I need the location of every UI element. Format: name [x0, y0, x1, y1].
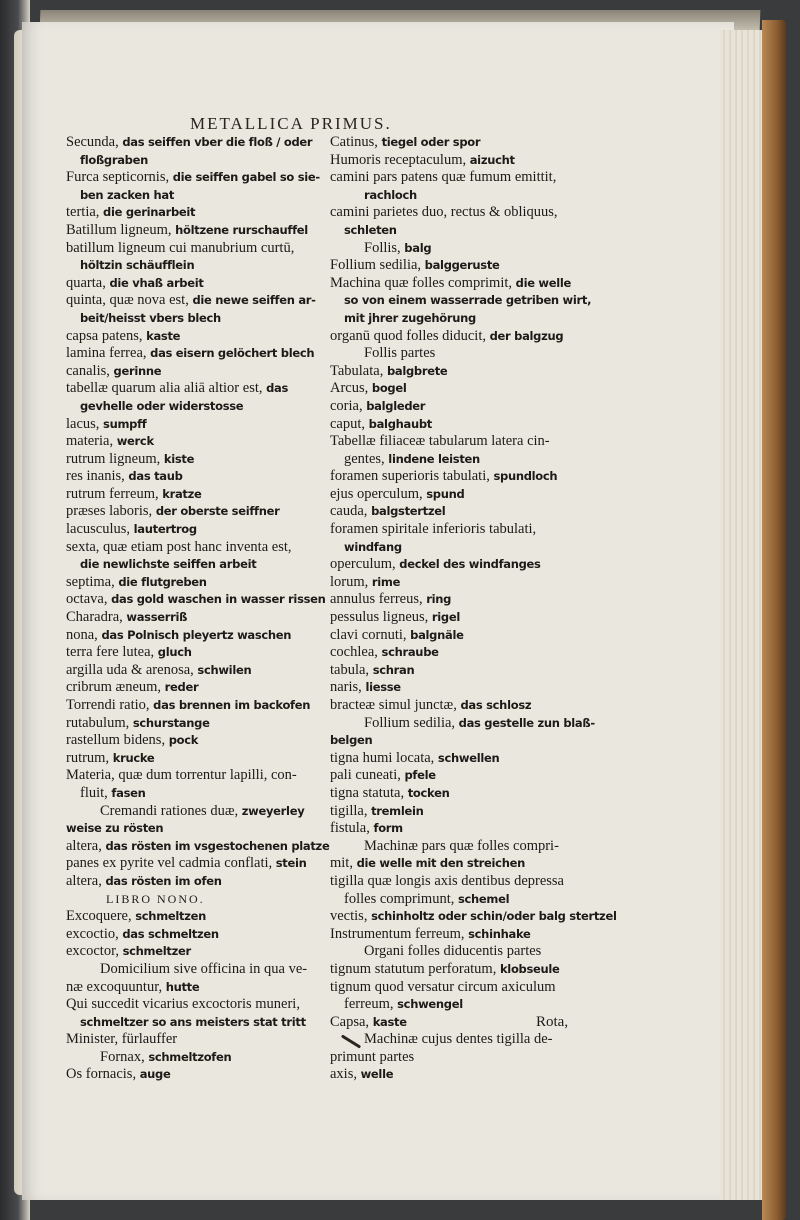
latin-term: Follis partes — [364, 345, 436, 362]
latin-term: Furca septicornis, — [66, 169, 173, 186]
german-term: das eisern gelöchert blech — [150, 346, 315, 361]
german-term: die newlichste seiffen arbeit — [80, 557, 257, 572]
german-term: werck — [116, 434, 154, 449]
entry-line — [66, 873, 336, 891]
entry-line — [330, 398, 592, 416]
entry-line — [66, 609, 336, 627]
entry-line — [66, 891, 336, 909]
entry-line — [66, 169, 336, 187]
german-term: kratze — [162, 486, 202, 501]
entry-line — [330, 486, 592, 504]
german-term: das schmeltzen — [122, 926, 219, 941]
latin-term: quarta, — [66, 274, 110, 291]
entry-line — [330, 855, 592, 873]
entry-line — [66, 152, 336, 170]
entry-line — [330, 1066, 592, 1084]
german-term: stein — [275, 856, 307, 871]
entry-line — [330, 609, 592, 627]
german-term: mit jhrer zugehörung — [344, 310, 476, 325]
latin-term: tigilla quæ longis axis dentibus depressa — [330, 872, 564, 889]
latin-term: Follium sedilia, — [364, 714, 459, 731]
entry-line — [66, 961, 336, 979]
latin-term: Organi folles diducentis partes — [364, 943, 542, 960]
german-term: die seiffen gabel so sie- — [172, 170, 320, 185]
german-term: liesse — [365, 680, 401, 695]
latin-term: Qui succedit vicarius excoctoris muneri, — [66, 996, 300, 1013]
german-term: balggeruste — [424, 258, 500, 273]
latin-term: fluit, — [80, 784, 112, 801]
running-header-text: METALLICA PRIMUS. — [190, 114, 392, 133]
entry-line — [66, 855, 336, 873]
latin-term: Follium sedilia, — [330, 257, 425, 274]
german-term: schwengel — [397, 997, 463, 1012]
german-term: die welle mit den streichen — [356, 856, 525, 871]
german-term: kaste — [372, 1014, 407, 1029]
right-column — [330, 134, 617, 1084]
entry-line — [330, 416, 592, 434]
german-term: auge — [139, 1067, 171, 1082]
latin-term: Cremandi rationes duæ, — [100, 802, 242, 819]
german-term: schinholtz oder schin/oder balg stertzel — [371, 909, 617, 924]
entry-line — [66, 204, 336, 222]
entry-line — [66, 803, 336, 821]
entry-line — [66, 433, 336, 451]
latin-term: rutrum, — [66, 749, 113, 766]
german-term: deckel des windfanges — [399, 557, 541, 572]
entry-line — [66, 785, 336, 803]
latin-term: mit, — [330, 855, 357, 872]
entry-line — [66, 908, 336, 926]
latin-term: clavi cornuti, — [330, 626, 411, 643]
entry-line — [330, 345, 592, 363]
latin-term: organū quod folles diducit, — [330, 327, 490, 344]
latin-term: ejus operculum, — [330, 485, 427, 502]
entry-line — [66, 468, 336, 486]
latin-term: Follis, — [364, 239, 405, 256]
german-term: der oberste seiffner — [155, 504, 280, 519]
entry-line — [330, 134, 592, 152]
latin-term: foramen spiritale inferioris tabulati, — [330, 521, 537, 538]
latin-term: axis, — [330, 1066, 361, 1083]
entry-line — [66, 767, 336, 785]
german-term: das schlosz — [460, 698, 532, 712]
latin-term: rutabulum, — [66, 714, 133, 731]
german-term: form — [373, 821, 403, 836]
entry-line — [330, 873, 592, 891]
entry-line — [330, 803, 592, 821]
entry-line — [66, 943, 336, 961]
latin-term: fistula, — [330, 820, 374, 837]
entry-line — [330, 152, 592, 170]
latin-term: Excoquere, — [66, 908, 136, 925]
latin-term: septima, — [66, 573, 119, 590]
latin-term: lamina ferrea, — [66, 345, 151, 362]
german-term: beit/heisst vbers blech — [80, 310, 221, 325]
entry-line — [330, 521, 592, 539]
latin-term: Instrumentum ferreum, — [330, 925, 469, 942]
latin-term: LIBRO NONO. — [106, 891, 205, 906]
german-term: wasserriß — [126, 610, 188, 625]
german-term: welle — [360, 1067, 394, 1082]
entry-line — [330, 187, 592, 205]
german-term: die newe seiffen ar- — [192, 293, 316, 308]
german-term: schmeltzen — [135, 909, 207, 924]
german-term: das rösten im ofen — [105, 873, 222, 888]
german-term: lautertrog — [133, 522, 197, 537]
german-term: gerinne — [113, 363, 162, 378]
latin-term: excoctio, — [66, 925, 123, 942]
german-term: schemel — [457, 891, 510, 906]
right-cover — [762, 20, 786, 1220]
latin-term: camini pars patens quæ fumum emittit, — [330, 169, 557, 186]
latin-term: terra fere lutea, — [66, 644, 158, 661]
latin-term: tertia, — [66, 204, 104, 221]
latin-term: Torrendi ratio, — [66, 697, 154, 713]
latin-term: Capsa, — [330, 1013, 373, 1030]
latin-term: operculum, — [330, 556, 400, 573]
latin-term: Arcus, — [330, 380, 372, 397]
entry-line — [330, 240, 592, 258]
latin-term: Machinæ cujus dentes tigilla de- — [364, 1031, 553, 1048]
german-term: rachloch — [364, 187, 417, 202]
latin-term: tigilla, — [330, 802, 372, 819]
german-term: balgleder — [366, 398, 426, 413]
entry-line — [330, 591, 592, 609]
entry-line — [330, 222, 592, 240]
entry-line — [66, 486, 336, 504]
german-term: rigel — [431, 610, 460, 625]
latin-term: sexta, quæ etiam post hanc inventa est, — [66, 538, 292, 555]
latin-term: rutrum ligneum, — [66, 450, 164, 467]
latin-term: cribrum æneum, — [66, 679, 165, 696]
entry-line — [66, 732, 336, 750]
catchword: Rota, — [536, 1014, 569, 1030]
entry-line — [66, 1031, 336, 1049]
latin-term: Domicilium sive officina in qua ve- — [100, 960, 308, 977]
entry-line — [330, 908, 617, 926]
entry-line — [66, 134, 336, 152]
latin-term: naris, — [330, 679, 366, 696]
entry-line — [330, 503, 592, 521]
latin-term: tabellæ quarum alia aliā altior est, — [66, 380, 267, 397]
left-column — [66, 134, 336, 1084]
entry-line — [330, 644, 592, 662]
entry-line — [330, 627, 592, 645]
latin-term: cauda, — [330, 503, 372, 520]
entry-line — [66, 662, 336, 680]
german-term: die welle — [515, 275, 572, 290]
german-term: schurstange — [132, 715, 210, 730]
german-term: aizucht — [469, 152, 515, 167]
german-term: schran — [372, 662, 415, 677]
entry-line — [66, 750, 336, 768]
latin-term: primunt partes — [330, 1048, 415, 1065]
german-term: spundloch — [493, 469, 558, 484]
latin-term: lorum, — [330, 573, 372, 590]
german-term: klobseule — [499, 961, 560, 976]
german-term: schwilen — [197, 662, 252, 677]
german-term: floßgraben — [80, 152, 148, 167]
entry-line — [330, 328, 592, 346]
latin-term: folles comprimunt, — [344, 890, 458, 907]
german-term: balgstertzel — [371, 504, 446, 519]
entry-line — [66, 926, 336, 944]
german-term: schraube — [381, 645, 439, 660]
entry-line — [66, 539, 336, 557]
latin-term: quinta, quæ nova est, — [66, 292, 193, 309]
german-term: sumpff — [103, 416, 147, 431]
german-term: höltzene rurschauffel — [175, 222, 308, 237]
german-term: schleten — [344, 222, 397, 237]
entry-line — [330, 926, 592, 944]
latin-term: Os fornacis, — [66, 1066, 140, 1083]
latin-term: Secunda, — [66, 134, 123, 150]
entry-line — [330, 961, 592, 979]
german-term: das brennen im backofen — [153, 698, 311, 712]
entry-line — [330, 363, 592, 381]
entry-line — [330, 468, 592, 486]
latin-term: præses laboris, — [66, 503, 156, 520]
german-term: schmeltzer — [122, 944, 191, 959]
german-term: schwellen — [437, 750, 500, 765]
latin-term: Batillum ligneum, — [66, 221, 176, 238]
entry-line — [330, 556, 592, 574]
latin-term: cochlea, — [330, 644, 382, 661]
german-term: das taub — [128, 469, 183, 484]
german-term: höltzin schäufflein — [80, 258, 195, 273]
german-term: ring — [426, 592, 452, 607]
german-term: die gerinarbeit — [103, 205, 196, 220]
entry-line — [330, 820, 592, 838]
entry-line — [66, 451, 336, 469]
german-term: balgbrete — [386, 363, 448, 378]
entry-line — [66, 292, 336, 310]
entry-line — [66, 275, 336, 293]
latin-term: Fornax, — [100, 1048, 149, 1065]
entry-line — [330, 204, 592, 222]
latin-term: Machina quæ folles comprimit, — [330, 274, 516, 291]
german-term: pfele — [404, 768, 436, 783]
german-term: so von einem wasserrade getriben wirt, — [344, 293, 592, 308]
latin-term: argilla uda & arenosa, — [66, 661, 198, 678]
entry-line — [66, 416, 336, 434]
latin-term: canalis, — [66, 362, 114, 379]
latin-term: rastellum bidens, — [66, 732, 169, 749]
german-term: spund — [426, 486, 465, 501]
entry-line — [330, 574, 592, 592]
latin-term: pali cuneati, — [330, 767, 405, 784]
german-term: das gold waschen in wasser rissen — [111, 592, 326, 607]
latin-term: caput, — [330, 415, 369, 432]
entry-line — [66, 521, 336, 539]
entry-line — [330, 292, 592, 310]
german-term: windfang — [344, 539, 402, 554]
german-term: der balgzug — [489, 328, 564, 343]
entry-line — [66, 1049, 336, 1067]
entry-line — [66, 310, 336, 328]
entry-line — [66, 838, 336, 856]
entry-line — [330, 539, 592, 557]
entry-line — [66, 503, 336, 521]
entry-line — [66, 398, 336, 416]
latin-term: Materia, quæ dum torrentur lapilli, con- — [66, 767, 297, 784]
latin-term: foramen superioris tabulati, — [330, 468, 494, 485]
german-term: krucke — [112, 750, 155, 765]
entry-line — [330, 732, 592, 750]
latin-term: octava, — [66, 591, 112, 608]
german-term: schmeltzer so ans meisters stat tritt — [80, 1014, 306, 1029]
entry-line — [330, 433, 592, 451]
entry-line — [330, 785, 592, 803]
entry-line — [330, 714, 595, 733]
german-term: rime — [371, 574, 401, 589]
entry-line — [330, 943, 592, 961]
german-term: reder — [164, 680, 199, 695]
entry-line — [66, 715, 336, 733]
entry-line — [330, 996, 592, 1014]
german-term: gluch — [157, 645, 192, 660]
entry-line — [330, 169, 592, 187]
entry-line — [330, 310, 592, 328]
german-term: balg — [404, 240, 432, 255]
latin-term: materia, — [66, 433, 117, 450]
latin-term: tigna humi locata, — [330, 749, 438, 766]
german-term: tremlein — [371, 803, 424, 818]
entry-line — [66, 1014, 336, 1032]
german-term: weise zu rösten — [66, 821, 164, 836]
entry-line — [66, 187, 336, 205]
entry-line — [330, 891, 592, 909]
entry-line — [330, 838, 592, 856]
latin-term: lacusculus, — [66, 521, 134, 538]
german-term: balgnäle — [410, 627, 464, 642]
latin-term: tignum quod versatur circum axiculum — [330, 978, 556, 995]
latin-term: altera, — [66, 837, 106, 854]
german-term: schmeltzofen — [148, 1049, 232, 1064]
german-term: bogel — [371, 381, 407, 396]
german-term: kaste — [146, 328, 181, 343]
latin-term: excoctor, — [66, 943, 123, 960]
german-term: das — [266, 381, 289, 396]
entry-line — [330, 767, 592, 785]
latin-term: Tabulata, — [330, 362, 387, 379]
latin-term: lacus, — [66, 415, 104, 432]
german-term: kiste — [163, 451, 195, 466]
latin-term: vectis, — [330, 908, 372, 925]
german-term: fasen — [111, 785, 146, 800]
german-term: die flutgreben — [118, 574, 207, 589]
german-term: gevhelle oder widerstosse — [80, 398, 244, 413]
latin-term: res inanis, — [66, 468, 129, 485]
latin-term: coria, — [330, 397, 367, 414]
entry-line — [66, 996, 336, 1014]
latin-term: næ excoquuntur, — [66, 978, 166, 995]
latin-term: Charadra, — [66, 609, 127, 626]
latin-term: Humoris receptaculum, — [330, 151, 470, 168]
german-term: belgen — [330, 733, 373, 748]
german-term: tocken — [407, 785, 450, 800]
german-term: zweyerley — [241, 803, 305, 818]
entry-line — [330, 750, 592, 768]
latin-term: batillum ligneum cui manubrium curtū, — [66, 239, 295, 256]
entry-line — [66, 556, 336, 574]
german-term: das Polnisch pleyertz waschen — [101, 627, 292, 642]
german-term: schinhake — [468, 926, 531, 941]
entry-line — [66, 222, 336, 240]
entry-line — [66, 240, 336, 258]
entry-line — [330, 1049, 592, 1067]
entry-line — [66, 1066, 336, 1084]
entry-line — [330, 275, 592, 293]
latin-term: Catinus, — [330, 134, 382, 150]
entry-line — [330, 380, 592, 398]
entry-line — [66, 257, 336, 275]
entry-line — [330, 1031, 592, 1049]
german-term: tiegel oder spor — [381, 135, 481, 149]
latin-term: tignum statutum perforatum, — [330, 960, 500, 977]
entry-line — [66, 979, 336, 997]
entry-line — [66, 328, 336, 346]
latin-term: rutrum ferreum, — [66, 485, 163, 502]
latin-term: tabula, — [330, 661, 373, 678]
entry-line — [330, 979, 592, 997]
entry-line — [330, 662, 592, 680]
latin-term: panes ex pyrite vel cadmia conflati, — [66, 855, 276, 872]
entry-line — [330, 257, 592, 275]
latin-term: capsa patens, — [66, 327, 147, 344]
running-header — [190, 114, 510, 134]
german-term: das gestelle zun blaß- — [458, 715, 595, 730]
entry-line — [66, 380, 336, 398]
entry-line — [66, 574, 336, 592]
german-term: lindene leisten — [388, 451, 480, 466]
entry-line — [66, 679, 336, 697]
latin-term: camini parietes duo, rectus & obliquus, — [330, 204, 558, 221]
latin-term: Minister, fürlauffer — [66, 1031, 178, 1048]
latin-term: annulus ferreus, — [330, 591, 427, 608]
german-term: die vhaß arbeit — [109, 275, 204, 290]
latin-term: ferreum, — [344, 996, 398, 1013]
entry-line — [66, 591, 336, 609]
entry-line — [66, 363, 336, 381]
entry-line — [330, 451, 592, 469]
german-term: pock — [168, 733, 199, 748]
entry-line — [66, 697, 336, 715]
latin-term: bracteæ simul junctæ, — [330, 697, 461, 713]
entry-line — [66, 644, 336, 662]
latin-term: pessulus ligneus, — [330, 609, 432, 626]
german-term: ben zacken hat — [80, 187, 175, 202]
latin-term: altera, — [66, 872, 106, 889]
german-term: das seiffen vber die floß / oder — [122, 135, 313, 149]
latin-term: nona, — [66, 626, 102, 643]
latin-term: Tabellæ filiaceæ tabularum latera cin- — [330, 433, 550, 450]
german-term: das rösten im vsgestochenen platze — [105, 838, 330, 853]
latin-term: gentes, — [344, 450, 389, 467]
entry-line — [330, 697, 592, 715]
entry-line — [66, 627, 336, 645]
german-term: balghaubt — [368, 416, 432, 431]
german-term: hutte — [165, 979, 200, 994]
entry-line — [330, 679, 592, 697]
latin-term: Machinæ pars quæ folles compri- — [364, 837, 559, 854]
latin-term: tigna statuta, — [330, 784, 408, 801]
entry-line — [66, 820, 336, 838]
entry-line — [66, 345, 336, 363]
